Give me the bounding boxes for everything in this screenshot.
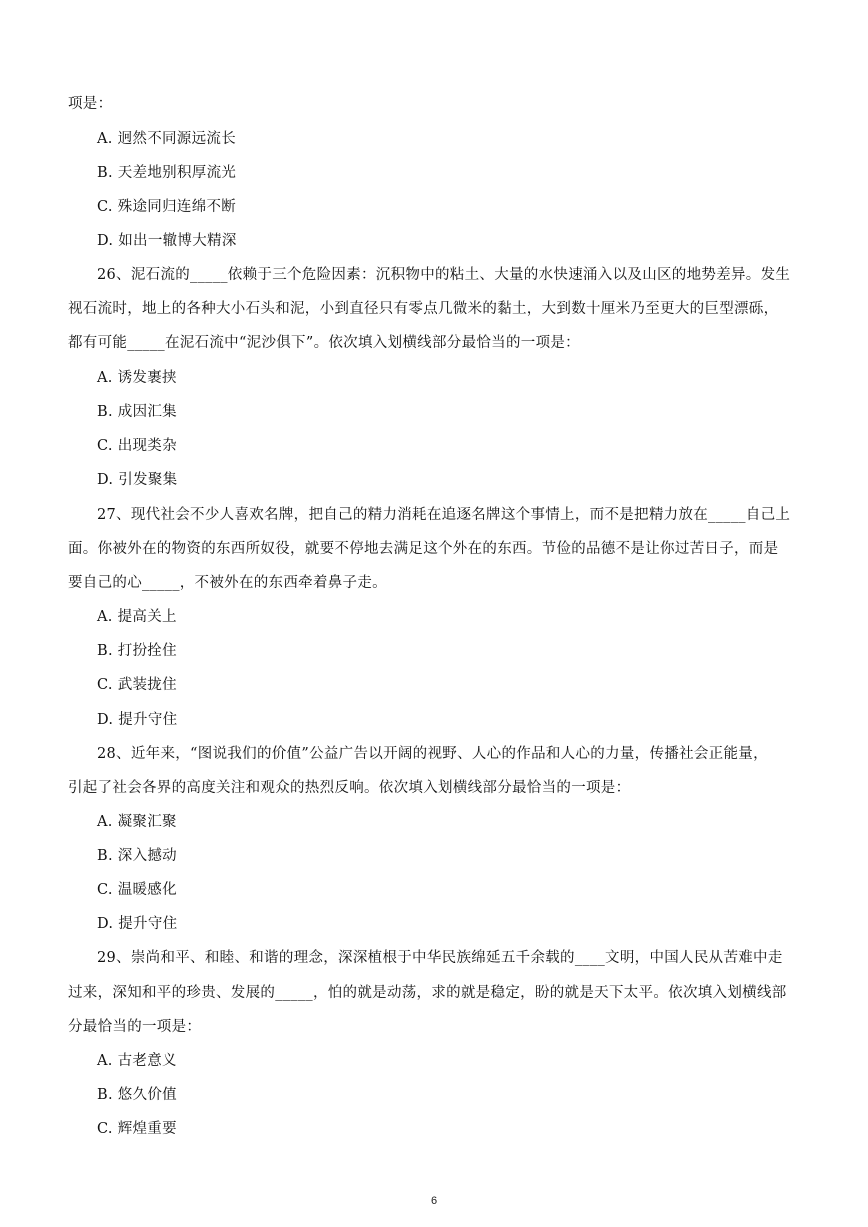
option-b: B. 天差地别积厚流光 (97, 165, 237, 181)
question-26-line-2: 视石流时，地上的各种大小石头和泥，小到直径只有零点几微米的黏土，大到数十厘米乃至更大的巨型漂砾， (68, 301, 779, 317)
option-b: B. 深入撼动 (97, 848, 177, 864)
option-b: B. 打扮拴住 (97, 643, 177, 659)
question-29-line-3: 分最恰当的一项是： (68, 1019, 202, 1035)
option-c: C. 武装拢住 (97, 677, 177, 693)
option-b: B. 悠久价值 (97, 1087, 177, 1103)
page-number: 6 (430, 1195, 438, 1207)
question-28-line-1: 28、近年来，“图说我们的价值”公益广告以开阔的视野、人心的作品和人心的力量，传播社会正能量， (97, 746, 768, 762)
option-c: C. 温暖感化 (97, 882, 177, 898)
question-26-line-3: 都有可能_____在泥石流中“泥沙俱下”。依次填入划横线部分最恰当的一项是： (68, 335, 580, 351)
question-27-line-3: 要自己的心_____，不被外在的东西牵着鼻子走。 (68, 575, 387, 591)
question-29-line-1: 29、崇尚和平、和睦、和谐的理念，深深植根于中华民族绵延五千余载的____文明，中国人民从苦难中走 (97, 950, 783, 966)
option-c: C. 殊途同归连绵不断 (97, 199, 237, 215)
option-a: A. 凝聚汇聚 (97, 814, 177, 830)
question-28-line-2: 引起了社会各界的高度关注和观众的热烈反响。依次填入划横线部分最恰当的一项是： (68, 780, 631, 796)
option-c: C. 出现类杂 (97, 438, 177, 454)
text-line: 项是： (68, 96, 113, 112)
question-26-line-1: 26、泥石流的_____依赖于三个危险因素：沉积物中的粘土、大量的水快速涌入以及山区的地势差异。发生 (97, 267, 791, 283)
option-d: D. 提升守住 (97, 916, 178, 932)
option-b: B. 成因汇集 (97, 404, 177, 420)
option-c: C. 辉煌重要 (97, 1121, 177, 1137)
option-a: A. 古老意义 (97, 1053, 177, 1069)
option-d: D. 提升守住 (97, 712, 178, 728)
option-a: A. 诱发裹挟 (97, 370, 177, 386)
question-27-line-1: 27、现代社会不少人喜欢名牌，把自己的精力消耗在追逐名牌这个事情上，而不是把精力放在_____自己上 (97, 507, 791, 523)
option-d: D. 引发聚集 (97, 472, 178, 488)
question-29-line-2: 过来，深知和平的珍贵、发展的_____，怕的就是动荡，求的就是稳定，盼的就是天下太平。依次填入划横线部 (68, 985, 787, 1001)
question-27-line-2: 面。你被外在的物资的东西所奴役，就要不停地去满足这个外在的东西。节俭的品德不是让你过苦日子，而是 (68, 541, 779, 557)
option-a: A. 迥然不同源远流长 (97, 131, 236, 147)
option-d: D. 如出一辙博大精深 (97, 233, 237, 249)
option-a: A. 提高关上 (97, 609, 177, 625)
